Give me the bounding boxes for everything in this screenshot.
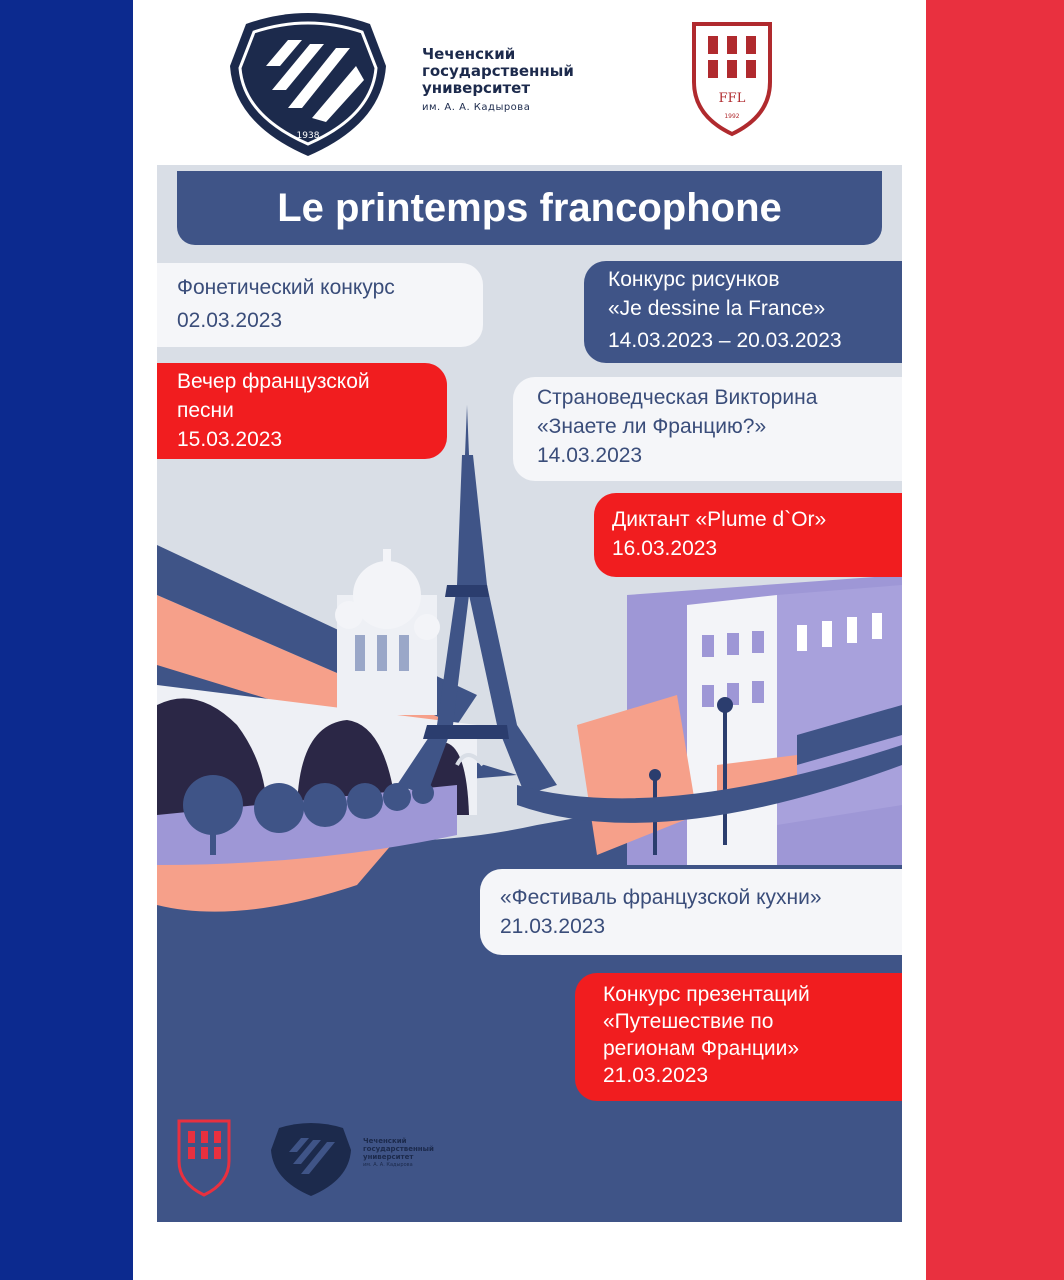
- university-name-line4: им. А. А. Кадырова: [422, 102, 531, 113]
- event-french-song-evening: [157, 363, 447, 459]
- event-date: 16.03.2023: [612, 537, 718, 560]
- event-title: «Фестиваль французской кухни»: [500, 886, 822, 909]
- poster-title: Le printemps francophone: [277, 186, 782, 230]
- event-date: 21.03.2023: [500, 915, 606, 938]
- event-date: 02.03.2023: [177, 309, 283, 332]
- csu-logo: [226, 6, 390, 160]
- event-title: Конкурс презентаций: [603, 983, 810, 1006]
- footer-csu-logo: [269, 1120, 353, 1198]
- event-drawing-contest: [584, 261, 902, 363]
- footer-name-line2: государственный: [363, 1145, 434, 1153]
- footer-ffl-logo: [175, 1117, 233, 1199]
- event-date: 14.03.2023: [537, 444, 643, 467]
- university-name: [422, 46, 632, 116]
- poster-title-bar: [177, 171, 882, 245]
- event-subtitle: «Знаете ли Францию?»: [537, 415, 767, 438]
- event-date: 14.03.2023 – 20.03.2023: [608, 329, 842, 352]
- event-country-quiz: [513, 377, 902, 481]
- csu-logo-year: 1938: [296, 131, 320, 141]
- ffl-logo: [688, 20, 776, 138]
- event-title: Страноведческая Викторина: [537, 386, 818, 409]
- ffl-logo-year: 1992: [724, 113, 740, 120]
- footer-name-line3: университет: [363, 1153, 414, 1161]
- event-date: 15.03.2023: [177, 428, 283, 451]
- ffl-logo-abbr: FFL: [718, 91, 746, 106]
- event-subtitle: «Je dessine la France»: [608, 297, 826, 320]
- footer-name-line4: им. А. А. Кадырова: [363, 1162, 413, 1168]
- event-subtitle: «Путешествие по: [603, 1010, 774, 1033]
- event-dictation: [594, 493, 902, 577]
- event-title: Конкурс рисунков: [608, 268, 780, 291]
- university-name-line1: Чеченский: [422, 45, 516, 63]
- event-subtitle-line2: регионам Франции»: [603, 1037, 800, 1060]
- footer-name-line1: Чеченский: [363, 1137, 407, 1145]
- footer-university-name: [363, 1137, 473, 1169]
- event-phonetic-contest: [157, 263, 483, 347]
- event-presentation-contest: [575, 973, 902, 1101]
- event-title: Фонетический конкурс: [177, 276, 395, 299]
- flag-blue-stripe: [0, 0, 133, 1280]
- event-title: Вечер французской: [177, 370, 370, 393]
- event-date: 21.03.2023: [603, 1064, 709, 1087]
- flag-red-stripe: [926, 0, 1064, 1280]
- university-name-line3: университет: [422, 79, 531, 97]
- event-poster: [157, 165, 902, 1222]
- university-name-line2: государственный: [422, 62, 574, 80]
- event-title-line2: песни: [177, 399, 234, 422]
- event-cuisine-festival: [480, 869, 902, 955]
- event-title: Диктант «Plume d`Or»: [612, 508, 827, 531]
